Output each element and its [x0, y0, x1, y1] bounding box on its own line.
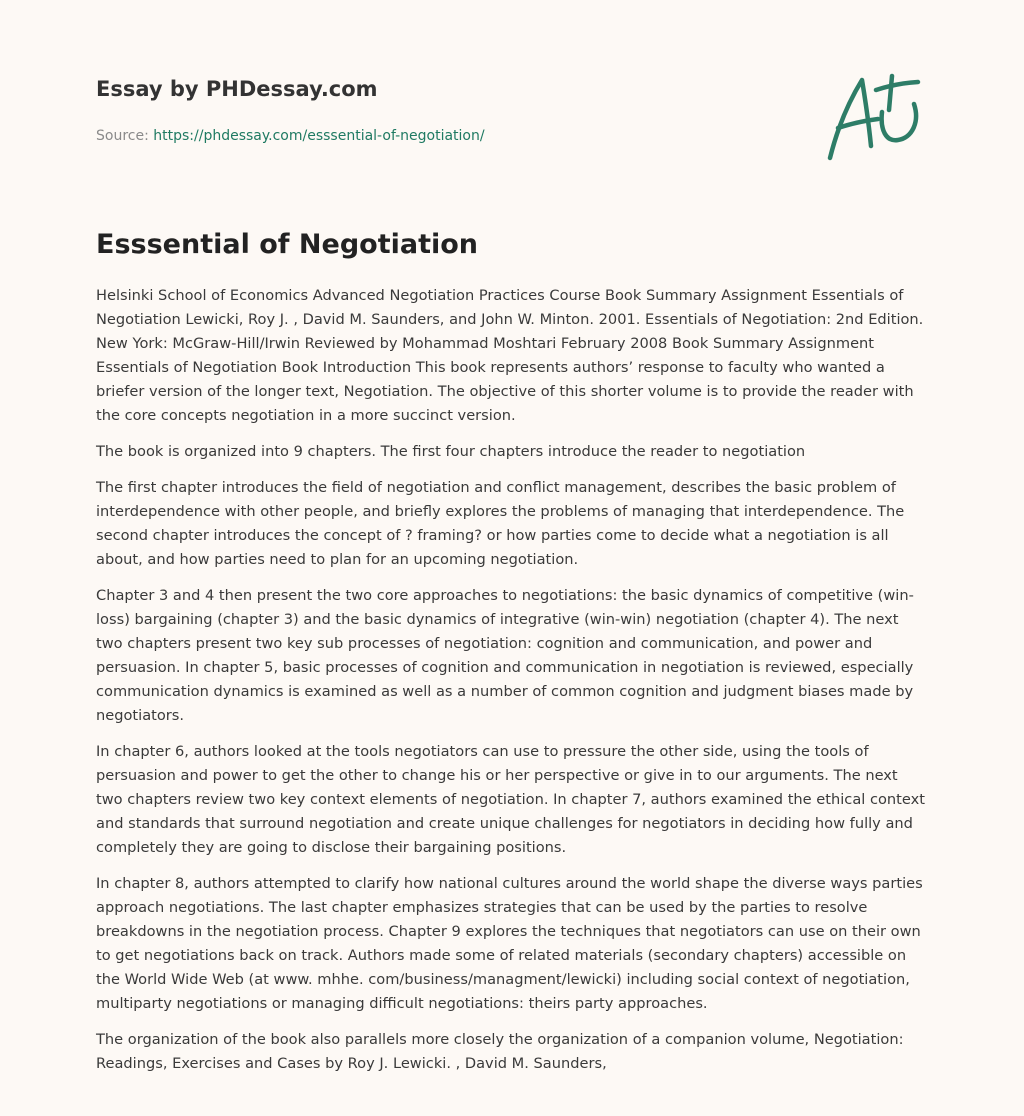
essay-paragraph: In chapter 8, authors attempted to clarify how national cultures around the world shape the diverse ways parties approach negotiations. The last chapter emphasizes strategies that can be used by the parties to resolve breakdowns in the negotiation process. Chapter 9 explores the techniques that negotiators can use on their own to get negotiations back on track. Authors made some of related materials (secondary chapters) accessible on the World Wide Web (at www. mhhe. com/business/managment/lewicki) including social context of negotiation, multiparty negotiations or managing difficult negotiations: theirs party approaches. [96, 875, 923, 1012]
essay-paragraph: Helsinki School of Economics Advanced Negotiation Practices Course Book Summary Assignment Essentials of Negotiation Lewicki, Roy J. , David M. Saunders, and John W. Minton. 2001. Essentials of Negotiation: 2nd Edition. New York: McGraw-Hill/Irwin Reviewed by Mohammad Moshtari February 2008 Book Summary Assignment Essentials of Negotiation Book Introduction This book represents authors’ response to faculty who wanted a briefer version of the longer text, Negotiation. The objective of this shorter volume is to provide the reader with the core concepts negotiation in a more succinct version. [96, 287, 924, 424]
essay-paragraph: The organization of the book also parallels more closely the organization of a companion volume, Negotiation: Readings, Exercises and Cases by Roy J. Lewicki. , David M. Saunders, [96, 1031, 904, 1072]
essay-title: Esssential of Negotiation [96, 229, 479, 260]
essay-paragraph: The book is organized into 9 chapters. The first four chapters introduce the reader to negotiation [96, 443, 806, 460]
essay-header [96, 72, 696, 146]
source-link[interactable]: https://phdessay.com/esssential-of-negotiation/ [153, 128, 485, 144]
site-brand: Essay by PHDessay.com [96, 77, 378, 101]
essay-content [96, 224, 928, 1088]
source-label: Source: [96, 128, 154, 144]
essay-paragraph: The first chapter introduces the field of negotiation and conflict management, describes the basic problem of interdependence with other people, and briefly explores the problems of managing that interdependence. The second chapter introduces the concept of ? framing? or how parties come to decide what a negotiation is all about, and how parties need to plan for an upcoming negotiation. [96, 479, 905, 568]
essay-paragraph: In chapter 6, authors looked at the tools negotiators can use to pressure the other side, using the tools of persuasion and power to get the other to change his or her perspective or give in to our arguments. The next two chapters review two key context elements of negotiation. In chapter 7, authors examined the ethical context and standards that surround negotiation and create unique challenges for negotiators in deciding how fully and completely they are going to disclose their bargaining positions. [96, 743, 925, 856]
essay-paragraph: Chapter 3 and 4 then present the two core approaches to negotiations: the basic dynamics of competitive (win-loss) bargaining (chapter 3) and the basic dynamics of integrative (win-win) negotiation (chapter 4). The next two chapters present two key sub processes of negotiation: cognition and communication, and power and persuasion. In chapter 5, basic processes of cognition and communication in negotiation is reviewed, especially communication dynamics is examined as well as a number of common cognition and judgment biases made by negotiators. [96, 587, 914, 724]
source-line [96, 126, 696, 146]
a-plus-logo-icon [822, 68, 926, 164]
